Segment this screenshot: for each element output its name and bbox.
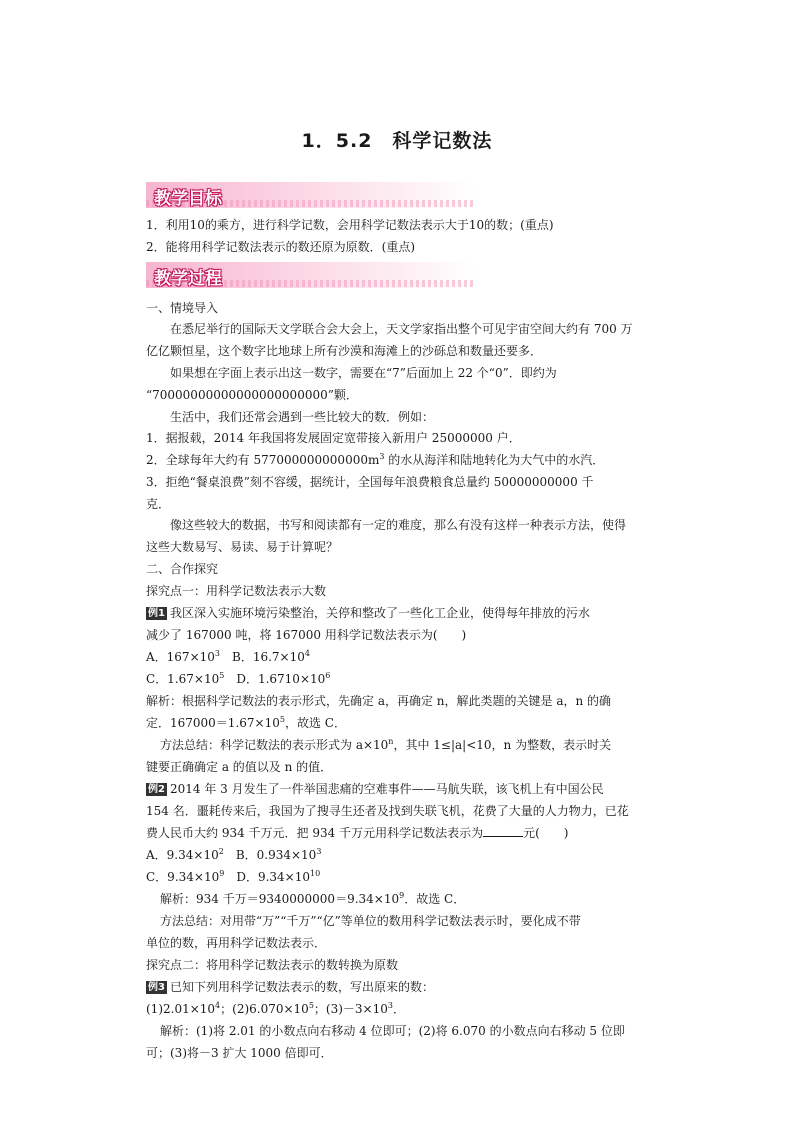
subheading-point2: 探究点二：将用科学记数法表示的数转换为原数 — [146, 958, 399, 972]
example-2: 例2 2014 年 3 月发生了一件举国悲痛的空难事件——马航失联，该飞机上有中国公民 — [148, 782, 604, 796]
answer-blank — [483, 826, 523, 837]
list-item: 2．全球每年大约有 $577000000000000m^3$ 的水从海洋和陆地转化为大气中的水汽． — [146, 452, 605, 467]
solution: 可；(3)将－3 扩大 1000 倍即可． — [146, 1046, 333, 1060]
options: A．$9.34\times 10^2$ B．$0.934\times 10^3$ — [146, 847, 322, 862]
solution: 解析：根据科学记数法的表示形式，先确定 a，再确定 n，解此类题的关键是 a，n 的确 — [146, 694, 612, 708]
example-badge: 例1 — [148, 608, 165, 619]
solution: 解析：934 千万$=9340000000=9.34\times 10^9$．故选 C． — [160, 891, 466, 906]
options: A．$167\times 10^3$ B．$16.7\times 10^4$ — [146, 649, 310, 664]
paragraph: 在悉尼举行的国际天文学联合会大会上，天文学家指出整个可见宇宙空间大约有 700 万 — [170, 322, 633, 336]
list-item: 1．据报载，2014 年我国将发展固定宽带接入新用户 25000000 户． — [146, 431, 521, 445]
paragraph: “70000000000000000000000”颗． — [146, 388, 358, 402]
paragraph: 如果想在字面上表示出这一数字，需要在“7”后面加上 22 个“0”．即约为 — [170, 366, 557, 380]
section-title-process: 教学过程 — [154, 269, 222, 289]
example-badge: 例2 — [148, 784, 165, 795]
paragraph: 这些大数易写、易读、易于计算呢？ — [146, 540, 339, 554]
section-banner-goals — [146, 182, 476, 208]
example-badge: 例3 — [148, 982, 165, 993]
paragraph: 费人民币大约 934 千万元．把 934 千万元用科学记数法表示为 元( ) — [146, 826, 569, 840]
section-banner-process — [146, 262, 476, 288]
paragraph: 154 名．噩耗传来后，我国为了搜寻生还者及找到失联飞机，花费了大量的人力物力，已花 — [146, 804, 629, 818]
method-summary: 方法总结：科学记数法的表示形式为 $a\times 10^n$，其中 1≤|a|<10，n 为整数，表示时关 — [160, 737, 612, 752]
paragraph: 像这些较大的数据，书写和阅读都有一定的难度，那么有没有这样一种表示方法，使得 — [170, 518, 627, 532]
paragraph: 生活中，我们还常会遇到一些比较大的数．例如： — [170, 410, 435, 424]
solution: 定．$167000=1.67\times 10^5$，故选 C． — [146, 715, 346, 730]
method-summary: 单位的数，再用科学记数法表示． — [146, 936, 327, 950]
paragraph: 亿亿颗恒星，这个数字比地球上所有沙漠和海滩上的沙砾总和数量还要多． — [146, 344, 543, 358]
section-title-goals: 教学目标 — [154, 189, 222, 209]
subheading-intro: 一、情境导入 — [146, 301, 219, 315]
example-items: $(1)2.01\times 10^4$；$(2)6.070\times 10^5$；$(3)-3\times 10^3$． — [146, 1001, 405, 1016]
paragraph: 减少了 167000 吨，将 167000 用科学记数法表示为( ) — [146, 628, 467, 642]
subheading-point1: 探究点一：用科学记数法表示大数 — [146, 584, 327, 598]
method-summary: 方法总结：对用带“万”“千万”“亿”等单位的数用科学记数法表示时，要化成不带 — [160, 914, 581, 928]
example-3: 例3 已知下列用科学记数法表示的数，写出原来的数： — [148, 980, 434, 994]
solution: 解析：(1)将 2.01 的小数点向右移动 4 位即可；(2)将 6.070 的小数点向右移动 5 位即 — [160, 1024, 625, 1038]
list-item: 3．拒绝“餐桌浪费”刻不容缓，据统计，全国每年浪费粮食总量约 50000000000 千 — [146, 475, 594, 489]
example-1: 例1 我区深入实施环境污染整治，关停和整改了一些化工企业，使得每年排放的污水 — [148, 606, 590, 620]
method-summary: 键要正确确定 a 的值以及 n 的值． — [146, 760, 333, 774]
options: C．$1.67\times 10^5$ D．$1.6710\times 10^6$ — [146, 671, 331, 686]
goal-item: 2．能将用科学记数法表示的数还原为原数．(重点) — [146, 240, 415, 254]
page-title: 1．5.2 科学记数法 — [301, 130, 493, 152]
list-item: 克． — [146, 497, 171, 511]
subheading-explore: 二、合作探究 — [146, 562, 219, 576]
options: C．$9.34\times 10^9$ D．$9.34\times 10^{10}$ — [146, 869, 321, 884]
goal-item: 1．利用10的乘方，进行科学记数，会用科学记数法表示大于10的数；(重点) — [146, 218, 554, 232]
